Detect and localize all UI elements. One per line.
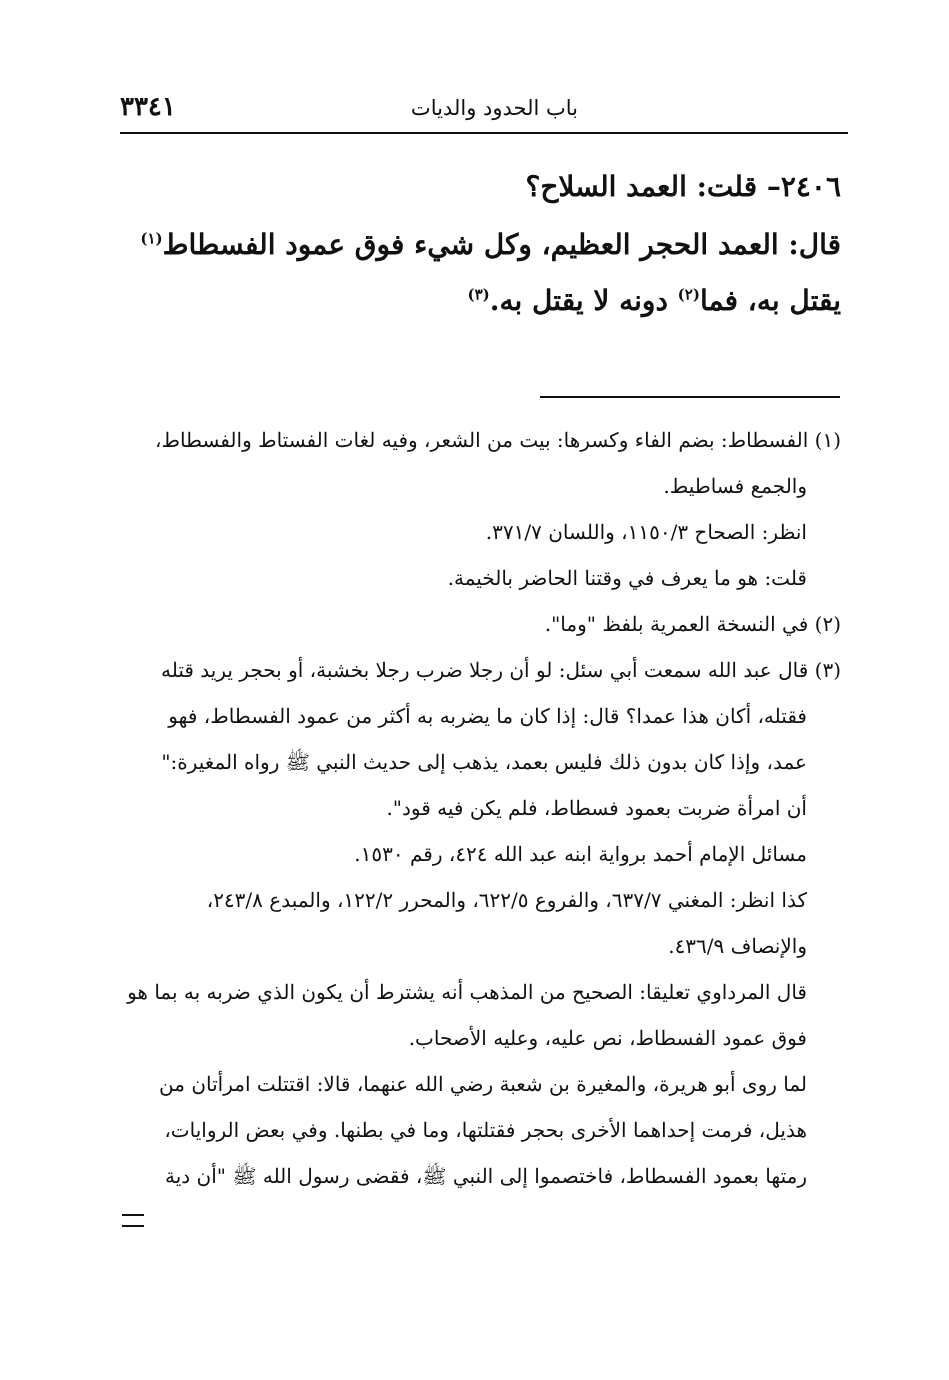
continuation-mark xyxy=(122,1214,144,1227)
footnote-number: (٣) xyxy=(814,658,841,682)
footnote-3-line: أن امرأة ضربت بعمود فسطاط، فلم يكن فيه قود". xyxy=(386,796,807,820)
footnote-3-line: مسائل الإمام أحمد برواية ابنه عبد الله ٤٢٤، رقم ١٥٣٠. xyxy=(354,842,807,866)
footnote-number: (٢) xyxy=(814,612,841,636)
footnote-3-line: والإنصاف ٤٣٦/٩. xyxy=(668,934,807,958)
footnote-3-line: لما روى أبو هريرة، والمغيرة بن شعبة رضي الله عنهما، قالا: اقتتلت امرأتان من xyxy=(159,1072,807,1096)
answer-line-1 xyxy=(111,228,841,261)
issue-question xyxy=(525,170,841,203)
footnote-text: في النسخة العمرية بلفظ "وما". xyxy=(544,612,809,636)
footnote-3-line: كذا انظر: المغني ٦٣٧/٧، والفروع ٦٢٢/٥، والمحرر ١٢٢/٢، والمبدع ٢٤٣/٨، xyxy=(206,888,807,912)
footnote-ref: (٢) xyxy=(677,285,700,304)
footnote-text: قال عبد الله سمعت أبي سئل: لو أن رجلا ضرب رجلا بخشبة، أو بحجر يريد قتله xyxy=(160,658,809,682)
footnote-ref: (١) xyxy=(140,229,163,248)
footnote-3-line: هذيل، فرمت إحداهما الأخرى بحجر فقتلتها، وما في بطنها. وفي بعض الروايات، xyxy=(164,1118,807,1142)
issue-question-text: – قلت: العمد السلاح؟ xyxy=(525,170,781,203)
footnote-3-line: رمتها بعمود الفسطاط، فاختصموا إلى النبي ﷺ، فقضى رسول الله ﷺ "أن دية xyxy=(164,1164,807,1188)
footnote-3-line: فوق عمود الفسطاط، نص عليه، وعليه الأصحاب. xyxy=(408,1026,807,1050)
page-number: ٣٣٤١ xyxy=(120,92,176,122)
page-header xyxy=(120,92,848,134)
footnote-1-line: والجمع فساطيط. xyxy=(663,474,807,498)
footnote-3-line: فقتله، أكان هذا عمدا؟ قال: إذا كان ما يضربه به أكثر من عمود الفسطاط، فهو xyxy=(168,704,807,728)
answer-text: قال: العمد الحجر العظيم، وكل شيء فوق عمود الفسطاط xyxy=(162,228,841,261)
footnote-1-line xyxy=(111,428,841,452)
footnote-3-line: قال المرداوي تعليقا: الصحيح من المذهب أنه يشترط أن يكون الذي ضربه به بما هو xyxy=(127,980,807,1004)
issue-number: ٢٤٠٦ xyxy=(780,170,841,203)
footnote-1-line: قلت: هو ما يعرف في وقتنا الحاضر بالخيمة. xyxy=(447,566,807,590)
answer-text: دونه لا يقتل به. xyxy=(489,284,678,317)
answer-text: يقتل به، فما xyxy=(699,284,841,317)
footnote-2-line xyxy=(111,612,841,636)
footnote-3-line xyxy=(111,658,841,682)
footnote-ref: (٣) xyxy=(467,285,490,304)
footnote-separator xyxy=(540,396,840,398)
footnote-1-line: انظر: الصحاح ١١٥٠/٣، واللسان ٣٧١/٧. xyxy=(485,520,807,544)
footnote-text: الفسطاط: بضم الفاء وكسرها: بيت من الشعر، وفيه لغات الفستاط والفسطاط، xyxy=(155,428,809,452)
answer-line-2 xyxy=(111,284,841,317)
footnote-3-line: عمد، وإذا كان بدون ذلك فليس بعمد، يذهب إلى حديث النبي ﷺ رواه المغيرة:" xyxy=(161,750,807,774)
chapter-title: باب الحدود والديات xyxy=(410,96,578,120)
footnote-number: (١) xyxy=(814,428,841,452)
